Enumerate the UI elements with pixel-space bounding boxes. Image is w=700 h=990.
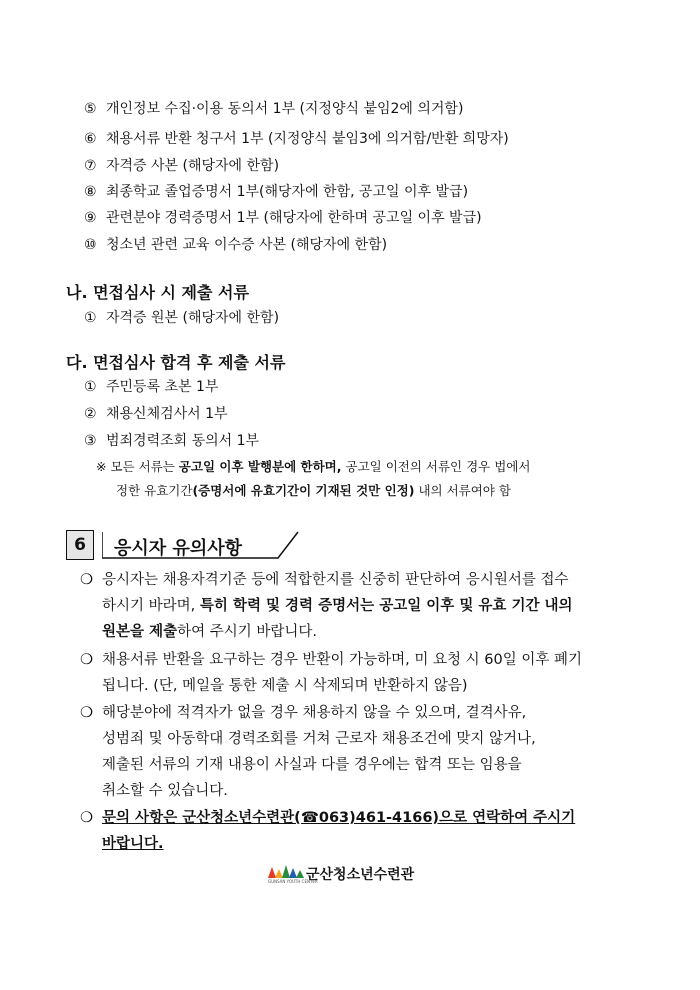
list-item: ① 자격증 원본 (해당자에 한함) (84, 310, 280, 326)
note-line-2: 정한 유효기간(증명서에 유효기간이 기재된 것만 인정) 내의 서류여야 함 (116, 483, 511, 498)
list-item: ③ 범죄경력조회 동의서 1부 (84, 433, 260, 449)
list-item: ① 주민등록 초본 1부 (84, 379, 219, 395)
list-item: ② 채용신체검사서 1부 (84, 406, 228, 422)
list-item: ⑦ 자격증 사본 (해당자에 한함) (84, 158, 280, 174)
mountain-logo-icon (268, 864, 304, 880)
note-line-1: ※ 모든 서류는 공고일 이후 발행분에 한하며, 공고일 이전의 서류인 경우 법에서 (96, 459, 531, 474)
bullet-icon: ❍ (80, 810, 93, 826)
notice-bullet-4: ❍ 문의 사항은 군산청소년수련관(☎063)461-4166)으로 연락하여 주시기 바랍니다. (80, 805, 636, 857)
notice-bullet-1: ❍ 응시자는 채용자격기준 등에 적합한지를 신중히 판단하여 응시원서를 접수 하시기 바라며, 특히 학력 및 경력 증명서는 공고일 이후 및 유효 기간 내의 원본을 제출하여 주시기 바랍니다. (80, 567, 636, 645)
section-title-box (102, 530, 302, 560)
section-number-badge: 6 (66, 530, 94, 560)
list-item: ⑩ 청소년 관련 교육 이수증 사본 (해당자에 한함) (84, 237, 388, 253)
bullet-icon: ❍ (80, 572, 93, 588)
notice-bullet-3: ❍ 해당분야에 적격자가 없을 경우 채용하지 않을 수 있으며, 결격사유, 성범죄 및 아동학대 경력조회를 거쳐 근로자 채용조건에 맞지 않거나, 제출된 서류의 기재 내용이 사실과 다를 경우에는 합격 또는 임용을 취소할 수 있습니다. (80, 700, 636, 804)
list-item: ⑧ 최종학교 졸업증명서 1부(해당자에 한함, 공고일 이후 발급) (84, 184, 469, 200)
bullet-icon: ❍ (80, 705, 93, 721)
list-item: ⑥ 채용서류 반환 청구서 1부 (지정양식 붙임3에 의거함/반환 희망자) (84, 131, 509, 147)
section-title: 응시자 유의사항 (114, 538, 242, 559)
bullet-icon: ❍ (80, 652, 93, 668)
section-heading-da: 다. 면접심사 합격 후 제출 서류 (66, 353, 286, 372)
logo-subtitle: GUNSAN YOUTH CENTER (268, 879, 318, 884)
list-item: ⑤ 개인정보 수집·이용 동의서 1부 (지정양식 붙임2에 의거함) (84, 101, 464, 117)
notice-bullet-2: ❍ 채용서류 반환을 요구하는 경우 반환이 가능하며, 미 요청 시 60일 이후 폐기 됩니다. (단, 메일을 통한 제출 시 삭제되며 반환하지 않음) (80, 647, 636, 699)
logo-name: 군산청소년수련관 (306, 867, 415, 883)
list-item: ⑨ 관련분야 경력증명서 1부 (해당자에 한하며 공고일 이후 발급) (84, 210, 482, 226)
section-heading-na: 나. 면접심사 시 제출 서류 (66, 283, 249, 302)
